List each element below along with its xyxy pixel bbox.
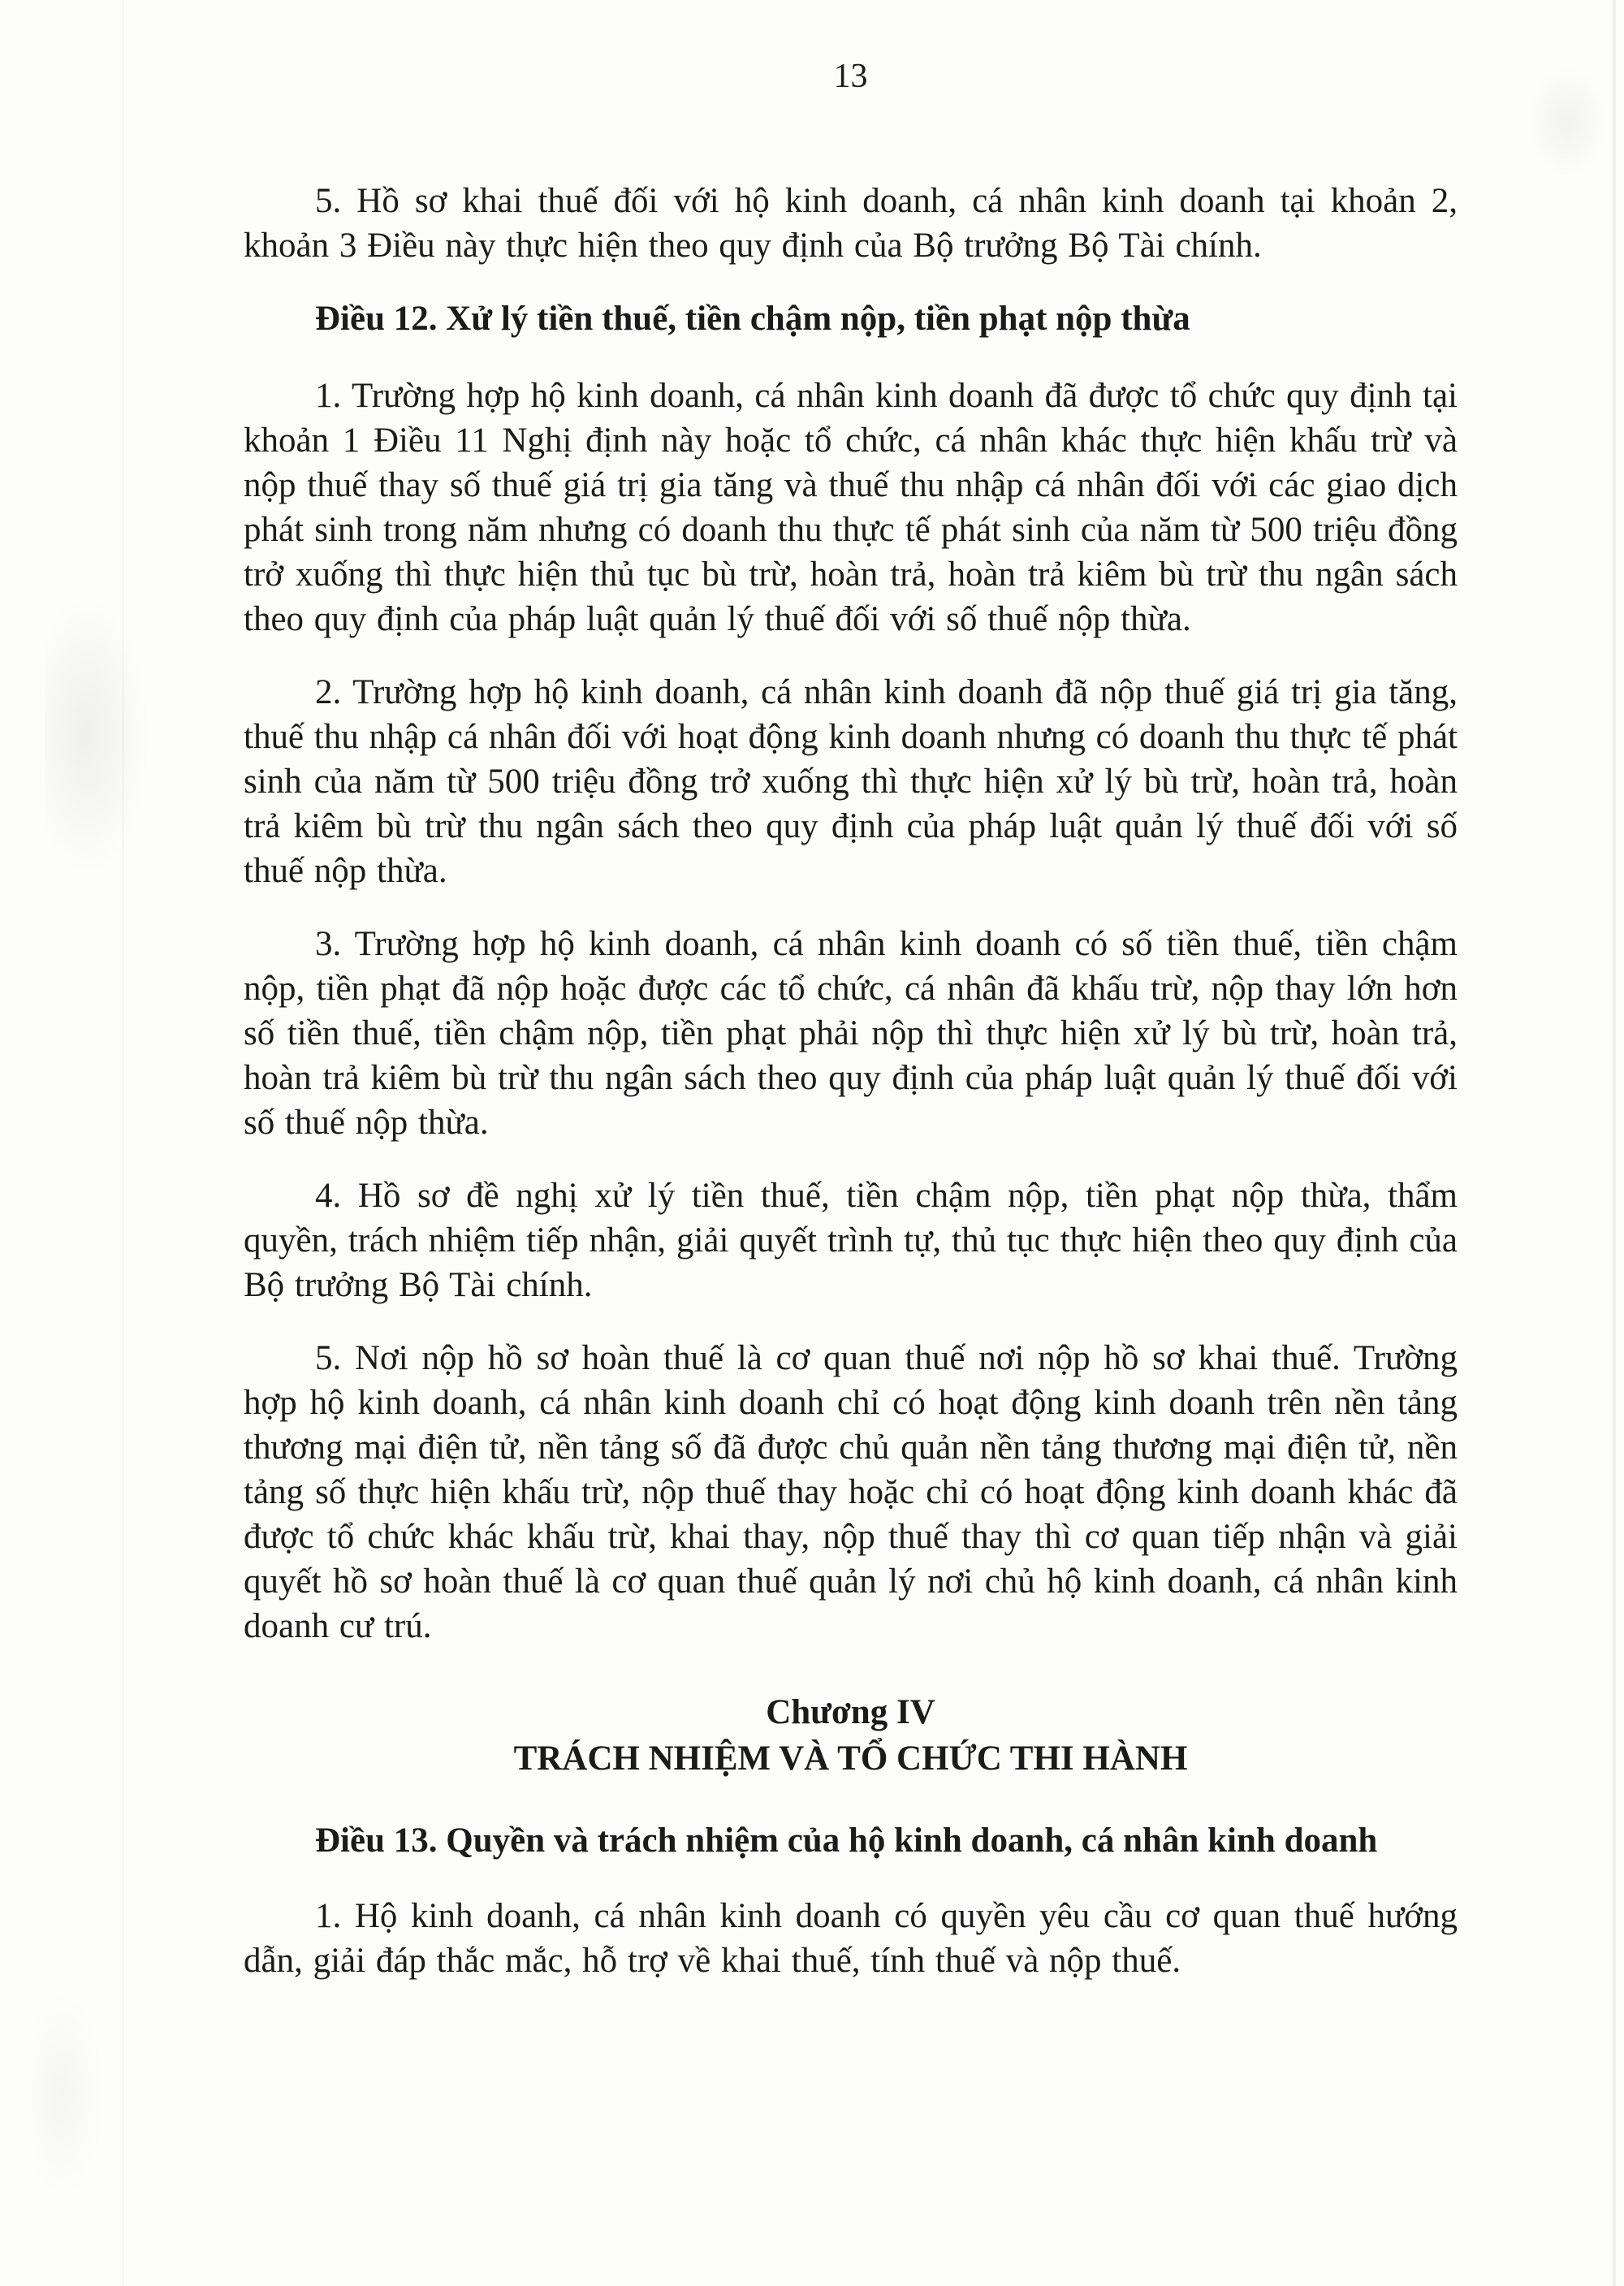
scan-artifact [32, 1990, 106, 2201]
scan-artifact [1527, 65, 1608, 179]
scan-artifact [1613, 0, 1616, 2286]
article-13-clause-1: 1. Hộ kinh doanh, cá nhân kinh doanh có quyền yêu cầu cơ quan thuế hướng dẫn, giải đáp thắc mắc, hỗ trợ về khai thuế, tính thuế và nộp thuế. [244, 1897, 1458, 1980]
article-12-clause-1: 1. Trường hợp hộ kinh doanh, cá nhân kinh doanh đã được tổ chức quy định tại khoản 1 Điều 11 Nghị định này hoặc tổ chức, cá nhân khác thực hiện khấu trừ và nộp thuế thay số thuế giá trị gia tăng và thuế thu nhập cá nhân đối với các giao dịch phát sinh trong năm nhưng có doanh thu thực tế phát sinh của năm từ 500 triệu đồng trở xuống thì thực hiện thủ tục bù trừ, hoàn trả, hoàn trả kiêm bù trừ thu ngân sách theo quy định của pháp luật quản lý thuế đối với số thuế nộp thừa. [244, 377, 1458, 638]
page-number: 13 [833, 58, 868, 95]
article-12-clause-5: 5. Nơi nộp hồ sơ hoàn thuế là cơ quan thuế nơi nộp hồ sơ khai thuế. Trường hợp hộ kinh doanh, cá nhân kinh doanh chỉ có hoạt động kinh doanh trên nền tảng thương mại điện tử, nền tảng số đã được chủ quản nền tảng thương mại điện tử, nền tảng số thực hiện khấu trừ, nộp thuế thay hoặc chỉ có hoạt động kinh doanh khác đã được tổ chức khác khấu trừ, khai thay, nộp thuế thay thì cơ quan tiếp nhận và giải quyết hồ sơ hoàn thuế là cơ quan thuế quản lý nơi chủ hộ kinh doanh, cá nhân kinh doanh cư trú. [244, 1339, 1458, 1645]
article-12-heading: Điều 12. Xử lý tiền thuế, tiền chậm nộp, tiền phạt nộp thừa [315, 300, 1190, 338]
article-12-clause-4: 4. Hồ sơ đề nghị xử lý tiền thuế, tiền chậm nộp, tiền phạt nộp thừa, thẩm quyền, trách nhiệm tiếp nhận, giải quyết trình tự, thủ tục thực hiện theo quy định của Bộ trưởng Bộ Tài chính. [244, 1177, 1458, 1304]
chapter-4-title: TRÁCH NHIỆM VÀ TỔ CHỨC THI HÀNH [513, 1739, 1188, 1778]
article-13-heading: Điều 13. Quyền và trách nhiệm của hộ kinh doanh, cá nhân kinh doanh [315, 1821, 1378, 1860]
chapter-4-label: Chương IV [766, 1693, 935, 1731]
article-12-clause-3: 3. Trường hợp hộ kinh doanh, cá nhân kinh doanh có số tiền thuế, tiền chậm nộp, tiền phạt đã nộp hoặc được các tổ chức, cá nhân đã khấu trừ, nộp thay lớn hơn số tiền thuế, tiền chậm nộp, tiền phạt phải nộp thì thực hiện xử lý bù trừ, hoàn trả, hoàn trả kiêm bù trừ thu ngân sách theo quy định của pháp luật quản lý thuế đối với số thuế nộp thừa. [244, 925, 1458, 1142]
article-12-clause-2: 2. Trường hợp hộ kinh doanh, cá nhân kinh doanh đã nộp thuế giá trị gia tăng, thuế thu nhập cá nhân đối với hoạt động kinh doanh nhưng có doanh thu thực tế phát sinh của năm từ 500 triệu đồng trở xuống thì thực hiện xử lý bù trừ, hoàn trả, hoàn trả kiêm bù trừ thu ngân sách theo quy định của pháp luật quản lý thuế đối với số thuế nộp thừa. [244, 673, 1458, 890]
scan-artifact [45, 593, 150, 877]
document-body [244, 179, 1458, 1983]
clause-5-article-11: 5. Hồ sơ khai thuế đối với hộ kinh doanh, cá nhân kinh doanh tại khoản 2, khoản 3 Điều này thực hiện theo quy định của Bộ trưởng Bộ Tài chính. [244, 182, 1458, 265]
scan-artifact [122, 0, 124, 2286]
chapter-4-heading [244, 1689, 1458, 1782]
